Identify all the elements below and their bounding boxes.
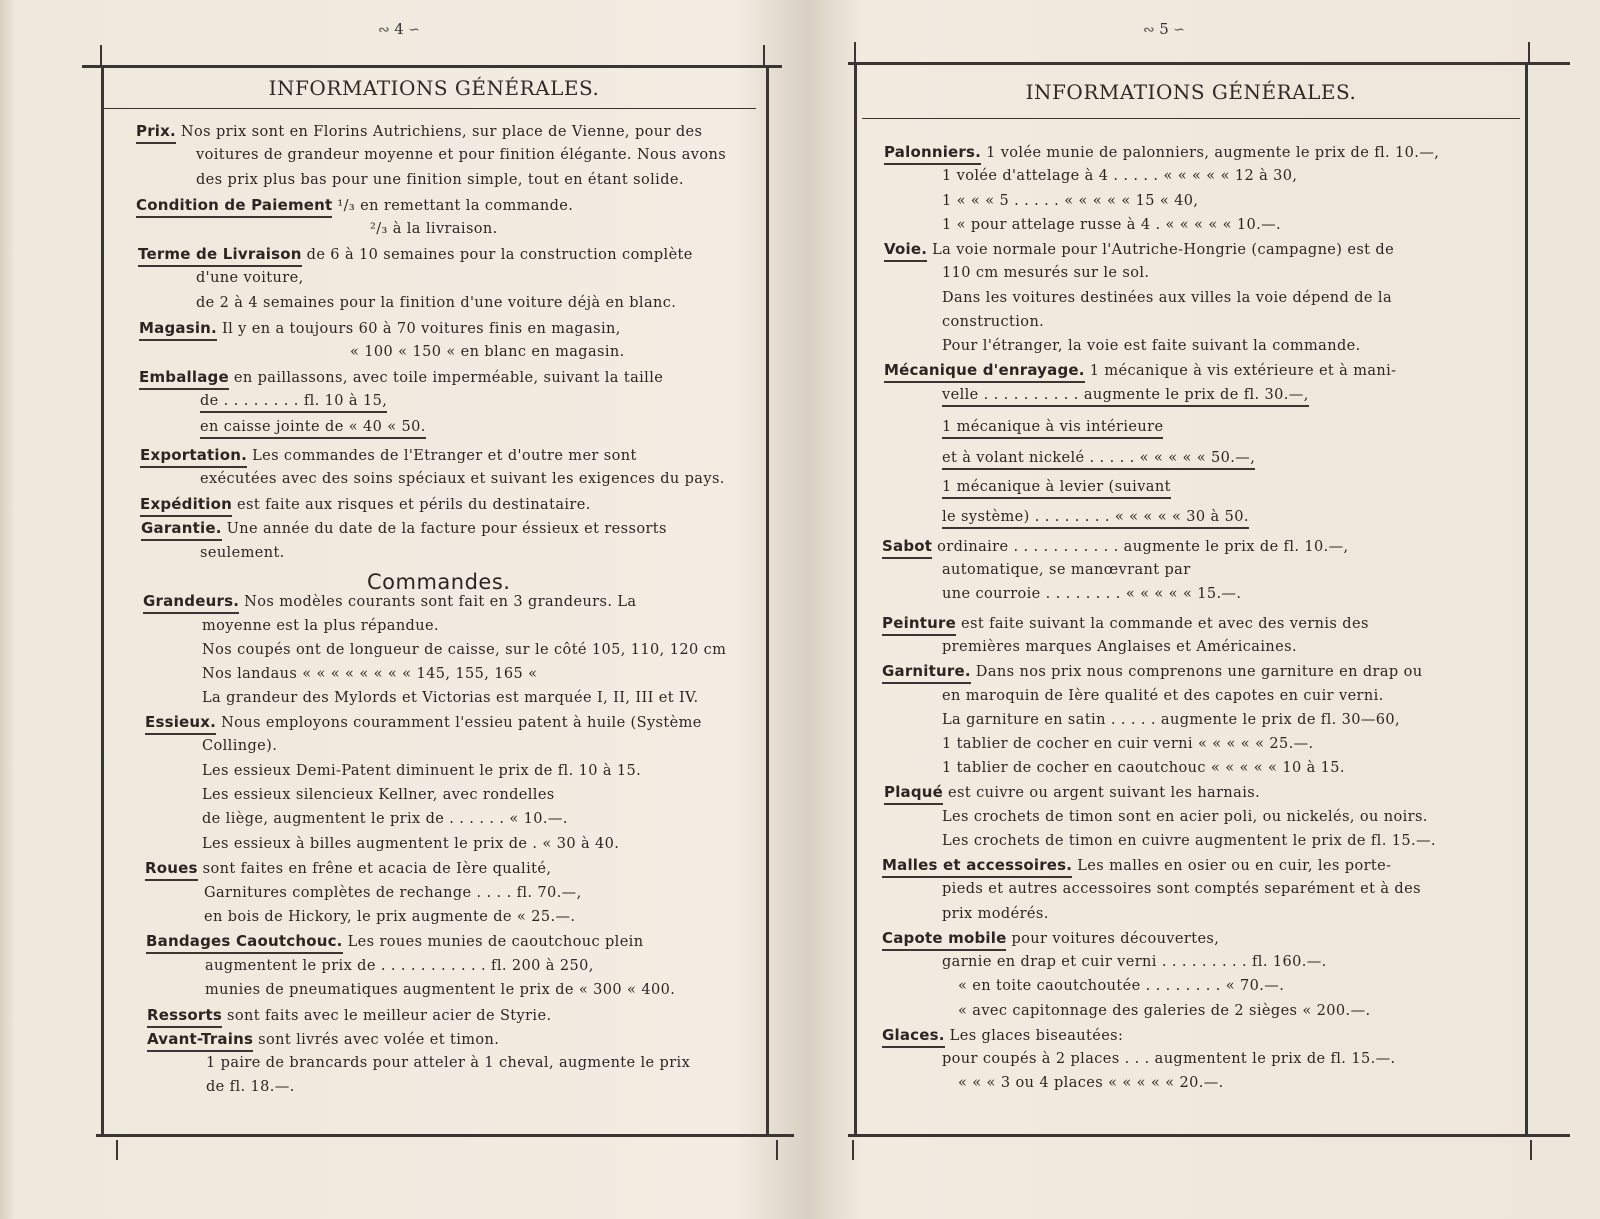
frame-left-rule	[101, 65, 104, 1137]
line-text: Nos prix sont en Florins Autrichiens, sur place de Vienne, pour des	[175, 124, 703, 140]
keyword-heading: Condition de Paiement	[136, 196, 332, 218]
text-line	[942, 561, 1191, 579]
line-text: 1 volée munie de palonniers, augmente le prix de fl. 10.—,	[981, 145, 1440, 161]
line-text: 1 mécanique à levier (suivant	[942, 479, 1171, 499]
line-text: ordinaire . . . . . . . . . . . augmente le prix de fl. 10.—,	[932, 539, 1349, 555]
line-text: voitures de grandeur moyenne et pour finition élégante. Nous avons	[196, 147, 727, 163]
line-text: de fl. 18.—.	[206, 1079, 295, 1095]
keyword-heading: Prix.	[136, 122, 176, 144]
line-text: sont faites en frêne et acacia de Ière qualité,	[197, 861, 552, 877]
text-line	[882, 929, 1219, 948]
text-line	[196, 171, 684, 189]
line-text: Les roues munies de caoutchouc plein	[342, 934, 644, 950]
text-line	[200, 392, 387, 410]
text-line	[206, 1078, 295, 1096]
line-text: Les essieux Demi-Patent diminuent le prix de fl. 10 à 15.	[202, 763, 642, 779]
frame-tick	[776, 1140, 778, 1160]
keyword-heading: Terme de Livraison	[138, 245, 302, 267]
line-text: en bois de Hickory, le prix augmente de « 25.—.	[204, 909, 576, 925]
text-line	[143, 592, 636, 611]
text-line	[884, 143, 1439, 162]
line-text: 1 paire de brancards pour atteler à 1 cheval, augmente le prix	[206, 1055, 691, 1071]
line-text: 1 « pour attelage russe à 4 . « « « « « 10.—.	[942, 217, 1282, 233]
text-line	[958, 1074, 1224, 1092]
text-line	[882, 662, 1422, 681]
keyword-heading: Emballage	[139, 368, 229, 390]
line-text: Dans nos prix nous comprenons une garniture en drap ou	[970, 664, 1423, 680]
text-line	[147, 1030, 499, 1049]
text-line	[202, 810, 568, 828]
text-line	[139, 319, 621, 338]
ornament-icon: ∽	[403, 22, 420, 38]
line-text: Nos modèles courants sont fait en 3 grandeurs. La	[239, 594, 637, 610]
text-line	[942, 711, 1400, 729]
text-line	[202, 835, 619, 853]
keyword-heading: Ressorts	[147, 1006, 222, 1028]
line-text: en paillassons, avec toile imperméable, suivant la taille	[228, 370, 664, 386]
line-text: est faite suivant la commande et avec des vernis des	[956, 616, 1369, 632]
title-rule	[862, 118, 1520, 119]
subheading-commandes: Commandes.	[367, 570, 511, 594]
text-line	[205, 957, 594, 975]
line-text: et à volant nickelé . . . . . « « « « « 50.—,	[942, 450, 1255, 470]
line-text: Nos coupés ont de longueur de caisse, sur le côté 105, 110, 120 cm	[202, 642, 727, 658]
line-text: Les glaces biseautées:	[944, 1028, 1124, 1044]
frame-tick	[852, 1140, 854, 1160]
line-text: en caisse jointe de « 40 « 50.	[200, 419, 426, 439]
text-line	[942, 808, 1428, 826]
text-line	[942, 1050, 1396, 1068]
text-line	[200, 544, 285, 562]
line-text: des prix plus bas pour une finition simple, tout en étant solide.	[196, 172, 684, 188]
line-text: 1 volée d'attelage à 4 . . . . . « « « « « 12 à 30,	[942, 168, 1298, 184]
keyword-heading: Mécanique d'enrayage.	[884, 361, 1085, 383]
text-line	[884, 240, 1394, 259]
keyword-heading: Expédition	[140, 495, 232, 517]
text-line	[942, 167, 1297, 185]
line-text: La grandeur des Mylords et Victorias est marquée I, II, III et IV.	[202, 690, 699, 706]
keyword-heading: Peinture	[882, 614, 956, 636]
text-line	[884, 783, 1260, 802]
text-line	[145, 713, 702, 732]
line-text: pour voitures découvertes,	[1006, 931, 1220, 947]
text-line	[196, 146, 726, 164]
frame-tick	[1530, 1140, 1532, 1160]
text-line	[884, 361, 1396, 380]
line-text: munies de pneumatiques augmentent le prix de « 300 « 400.	[205, 982, 676, 998]
line-text: ²/₃ à la livraison.	[370, 221, 498, 237]
text-line	[205, 981, 675, 999]
line-text: garnie en drap et cuir verni . . . . . . . . . fl. 160.—.	[942, 954, 1327, 970]
text-line	[958, 1002, 1370, 1020]
line-text: La voie normale pour l'Autriche-Hongrie (campagne) est de	[927, 242, 1395, 258]
text-line	[942, 289, 1392, 307]
text-line	[147, 1006, 551, 1025]
text-line	[882, 614, 1369, 633]
line-text: Une année du date de la facture pour éssieux et ressorts	[221, 521, 667, 537]
page-number-left: ∾ 4 ∽	[378, 20, 420, 38]
text-line	[958, 977, 1284, 995]
line-text: pour coupés à 2 places . . . augmentent le prix de fl. 15.—.	[942, 1051, 1396, 1067]
frame-right-rule	[766, 65, 769, 1137]
line-text: prix modérés.	[942, 906, 1049, 922]
line-text: 1 mécanique à vis extérieure et à mani-	[1084, 363, 1397, 379]
page-title-left: INFORMATIONS GÉNÉRALES.	[268, 76, 600, 100]
frame-left-rule	[854, 62, 857, 1137]
keyword-heading: Plaqué	[884, 783, 943, 805]
text-line	[200, 470, 725, 488]
line-text: Nos landaus « « « « « « « « 145, 155, 165 «	[202, 666, 538, 682]
frame-tick	[763, 45, 765, 65]
keyword-heading: Glaces.	[882, 1026, 945, 1048]
line-text: La garniture en satin . . . . . augmente le prix de fl. 30—60,	[942, 712, 1401, 728]
line-text: Pour l'étranger, la voie est faite suivant la commande.	[942, 338, 1361, 354]
line-text: de 2 à 4 semaines pour la finition d'une voiture déjà en blanc.	[196, 295, 677, 311]
text-line	[942, 264, 1149, 282]
line-text: pieds et autres accessoires sont comptés separément et à des	[942, 881, 1421, 897]
text-line	[202, 786, 555, 804]
text-line	[942, 687, 1384, 705]
line-text: premières marques Anglaises et Américaines.	[942, 639, 1297, 655]
line-text: « avec capitonnage des galeries de 2 sièges « 200.—.	[958, 1003, 1371, 1019]
text-line	[204, 884, 582, 902]
text-line	[942, 192, 1198, 210]
line-text: en maroquin de Ière qualité et des capotes en cuir verni.	[942, 688, 1384, 704]
keyword-heading: Garantie.	[141, 519, 222, 541]
keyword-heading: Voie.	[884, 240, 927, 262]
line-text: Les crochets de timon sont en acier poli, ou nickelés, ou noirs.	[942, 809, 1428, 825]
keyword-heading: Capote mobile	[882, 929, 1006, 951]
ornament-icon: ∾	[378, 22, 395, 38]
text-line	[882, 1026, 1123, 1045]
frame-bottom-rule	[848, 1134, 1570, 1137]
line-text: « « « 3 ou 4 places « « « « « 20.—.	[958, 1075, 1224, 1091]
text-line	[202, 665, 537, 683]
line-text: est faite aux risques et périls du destinataire.	[232, 497, 591, 513]
line-text: le système) . . . . . . . . « « « « « 30 à 50.	[942, 509, 1249, 529]
page-number-right: ∾ 5 ∽	[1143, 20, 1185, 38]
frame-top-rule	[848, 62, 1570, 65]
line-text: de 6 à 10 semaines pour la construction complète	[301, 247, 693, 263]
text-line	[882, 537, 1349, 556]
line-text: d'une voiture,	[196, 270, 304, 286]
line-text: exécutées avec des soins spéciaux et suivant les exigences du pays.	[200, 471, 725, 487]
line-text: « 100 « 150 « en blanc en magasin.	[350, 344, 625, 360]
text-line	[200, 418, 426, 436]
text-line	[141, 519, 667, 538]
text-line	[942, 832, 1436, 850]
line-text: de . . . . . . . . fl. 10 à 15,	[200, 393, 387, 413]
text-line	[942, 759, 1345, 777]
line-text: de liège, augmentent le prix de . . . . . . « 10.—.	[202, 811, 568, 827]
right-page	[818, 0, 1600, 1219]
line-text: 110 cm mesurés sur le sol.	[942, 265, 1150, 281]
text-line	[350, 343, 625, 361]
frame-tick	[854, 42, 856, 62]
text-line	[942, 880, 1421, 898]
line-text: moyenne est la plus répandue.	[202, 618, 439, 634]
ornament-icon: ∽	[1168, 22, 1185, 38]
text-line	[882, 856, 1391, 875]
text-line	[942, 449, 1255, 467]
text-line	[146, 932, 643, 951]
line-text: Nous employons couramment l'essieu patent à huile (Système	[216, 715, 702, 731]
text-line	[202, 641, 726, 659]
text-line	[202, 689, 699, 707]
line-text: 1 tablier de cocher en caoutchouc « « « « « 10 à 15.	[942, 760, 1345, 776]
text-line	[145, 859, 551, 878]
text-line	[140, 446, 637, 465]
text-line	[204, 908, 575, 926]
line-text: Les essieux à billes augmentent le prix de . « 30 à 40.	[202, 836, 620, 852]
frame-tick	[116, 1140, 118, 1160]
line-text: 1 mécanique à vis intérieure	[942, 419, 1163, 439]
keyword-heading: Roues	[145, 859, 198, 881]
keyword-heading: Malles et accessoires.	[882, 856, 1072, 878]
title-rule	[104, 108, 756, 109]
line-text: « en toite caoutchoutée . . . . . . . . « 70.—.	[958, 978, 1285, 994]
keyword-heading: Sabot	[882, 537, 932, 559]
line-text: construction.	[942, 314, 1045, 330]
text-line	[202, 737, 277, 755]
line-text: Les essieux silencieux Kellner, avec rondelles	[202, 787, 555, 803]
keyword-heading: Garniture.	[882, 662, 971, 684]
line-text: seulement.	[200, 545, 285, 561]
line-text: sont faits avec le meilleur acier de Styrie.	[221, 1008, 552, 1024]
text-line	[206, 1054, 690, 1072]
frame-tick	[1528, 42, 1530, 62]
line-text: Les malles en osier ou en cuir, les porte-	[1072, 858, 1392, 874]
frame-tick	[100, 45, 102, 65]
text-line	[942, 337, 1361, 355]
text-line	[942, 638, 1297, 656]
keyword-heading: Avant-Trains	[147, 1030, 253, 1052]
ornament-icon: ∾	[1143, 22, 1160, 38]
text-line	[202, 617, 439, 635]
text-line	[196, 294, 676, 312]
text-line	[942, 418, 1163, 436]
line-text: Les crochets de timon en cuivre augmentent le prix de fl. 15.—.	[942, 833, 1436, 849]
text-line	[202, 762, 641, 780]
text-line	[139, 368, 663, 387]
keyword-heading: Exportation.	[140, 446, 247, 468]
text-line	[370, 220, 498, 238]
keyword-heading: Grandeurs.	[143, 592, 239, 614]
line-text: Dans les voitures destinées aux villes la voie dépend de la	[942, 290, 1392, 306]
keyword-heading: Essieux.	[145, 713, 216, 735]
line-text: augmentent le prix de . . . . . . . . . . . fl. 200 à 250,	[205, 958, 594, 974]
text-line	[942, 478, 1171, 496]
line-text: Garnitures complètes de rechange . . . . fl. 70.—,	[204, 885, 582, 901]
line-text: 1 tablier de cocher en cuir verni « « « « « 25.—.	[942, 736, 1314, 752]
line-text: automatique, se manœvrant par	[942, 562, 1191, 578]
line-text: une courroie . . . . . . . . « « « « « 15.—.	[942, 586, 1242, 602]
text-line	[136, 196, 573, 215]
text-line	[942, 585, 1241, 603]
text-line	[140, 495, 591, 514]
line-text: Il y en a toujours 60 à 70 voitures finis en magasin,	[216, 321, 621, 337]
frame-bottom-rule	[96, 1134, 794, 1137]
text-line	[942, 735, 1314, 753]
text-line	[942, 508, 1249, 526]
text-line	[196, 269, 304, 287]
text-line	[136, 122, 702, 141]
line-text: 1 « « « 5 . . . . . « « « « « 15 « 40,	[942, 193, 1199, 209]
line-text: est cuivre ou argent suivant les harnais.	[943, 785, 1261, 801]
keyword-heading: Magasin.	[139, 319, 217, 341]
text-line	[138, 245, 693, 264]
line-text: Les commandes de l'Etranger et d'outre mer sont	[247, 448, 637, 464]
keyword-heading: Bandages Caoutchouc.	[146, 932, 343, 954]
line-text: Collinge).	[202, 738, 278, 754]
text-line	[942, 386, 1309, 404]
line-text: velle . . . . . . . . . . augmente le prix de fl. 30.—,	[942, 387, 1309, 407]
frame-top-rule	[82, 65, 782, 68]
text-line	[942, 313, 1044, 331]
text-line	[942, 216, 1281, 234]
page-title-right: INFORMATIONS GÉNÉRALES.	[1025, 80, 1357, 104]
line-text: sont livrés avec volée et timon.	[253, 1032, 500, 1048]
keyword-heading: Palonniers.	[884, 143, 981, 165]
line-text: ¹/₃ en remettant la commande.	[332, 198, 574, 214]
frame-right-rule	[1525, 62, 1528, 1137]
text-line	[942, 953, 1327, 971]
text-line	[942, 905, 1049, 923]
